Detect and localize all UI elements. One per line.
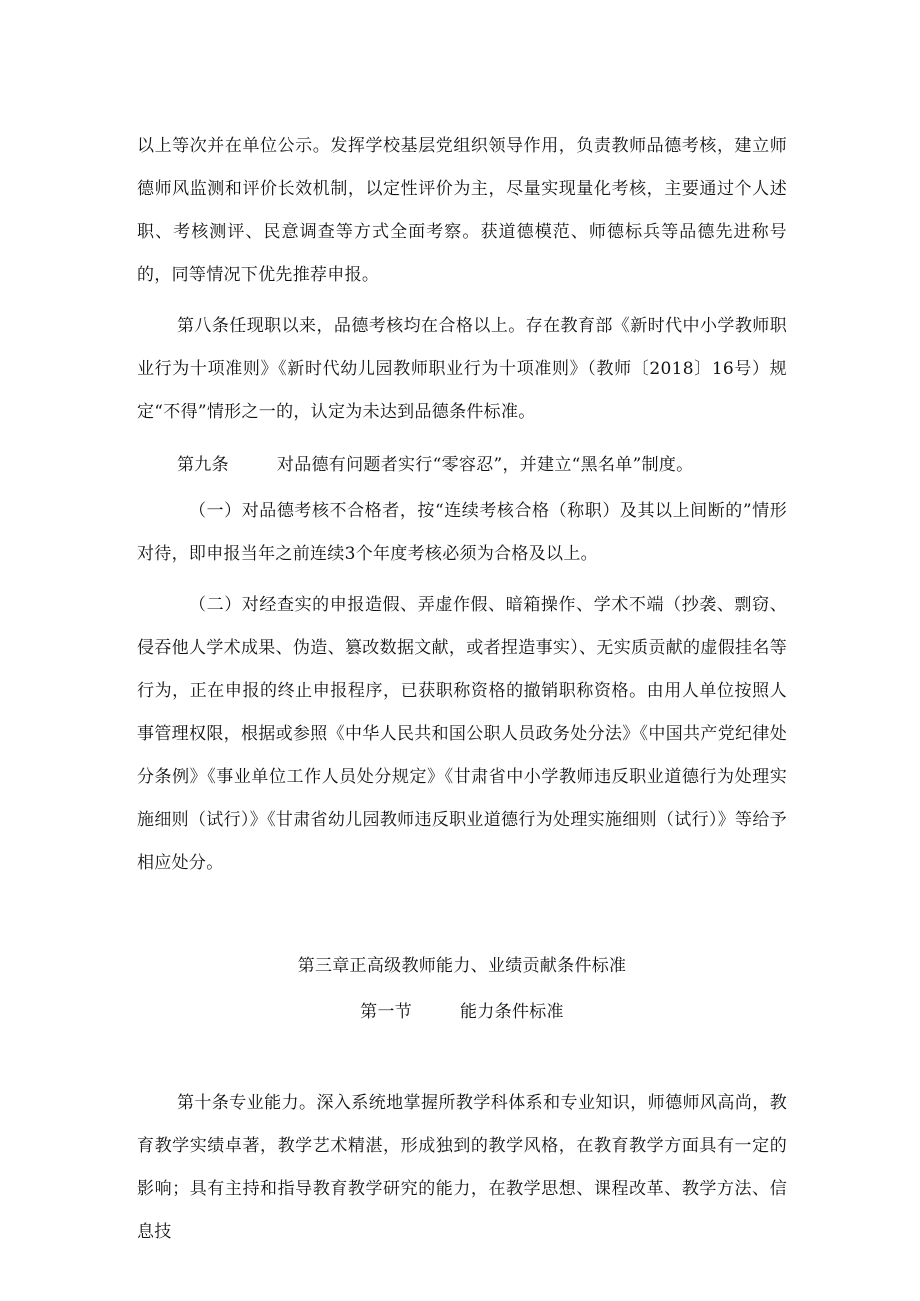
paragraph-item-2: （二）对经查实的申报造假、弄虚作假、暗箱操作、学术不端（抄袭、剽窃、侵吞他人学术成果、伪造、篡改数据文献，或者捏造事实）、无实质贡献的虚假挂名等行为，正在申报的终止申报程序，已获职称资格的撤销职称资格。由用人单位按照人事管理权限，根据或参照《中华人民共和国公职人员政务处分法》《中国共产党纪律处分条例》《事业单位工作人员处分规定》《甘肃省中小学教师违反职业道德行为处理实施细则（试行）》《甘肃省幼儿园教师违反职业道德行为处理实施细则（试行）》等给予相应处分。 xyxy=(137,595,787,873)
paragraph-article-10: 第十条专业能力。深入系统地掌握所教学科体系和专业知识，师德师风高尚，教育教学实绩卓著，教学艺术精湛，形成独到的教学风格，在教育教学方面具有一定的影响；具有主持和指导教育教学研究的能力，在教学思想、课程改革、教学方法、信息技 xyxy=(137,1093,787,1242)
section-label: 第一节 xyxy=(360,1002,413,1022)
chapter-title: 第三章正高级教师能力、业绩贡献条件标准 xyxy=(297,956,627,976)
paragraph-evaluation-publicity: 以上等次并在单位公示。发挥学校基层党组织领导作用，负责教师品德考核，建立师德师风监测和评价长效机制，以定性评价为主，尽量实现量化考核，主要通过个人述职、考核测评、民意调查等方式全面考察。获道德模范、师德标兵等品德先进称号的，同等情况下优先推荐申报。 xyxy=(137,136,787,285)
section-heading xyxy=(137,991,787,1034)
article-9-label: 第九条 xyxy=(177,455,229,475)
article-9-text: 对品德有问题者实行“零容忍”，并建立“黑名单”制度。 xyxy=(276,455,694,475)
paragraph-item-1: （一）对品德考核不合格者，按“连续考核合格（称职）及其以上间断的”情形对待，即申报当年之前连续3个年度考核必须为合格及以上。 xyxy=(137,501,787,564)
paragraph-article-8: 第八条任现职以来，品德考核均在合格以上。存在教育部《新时代中小学教师职业行为十项准则》《新时代幼儿园教师职业行为十项准则》（教师〔2018〕16号）规定“不得”情形之一的，认定为未达到品德条件标准。 xyxy=(137,316,787,422)
paragraph-article-9 xyxy=(137,444,787,487)
section-title: 能力条件标准 xyxy=(460,1002,564,1022)
